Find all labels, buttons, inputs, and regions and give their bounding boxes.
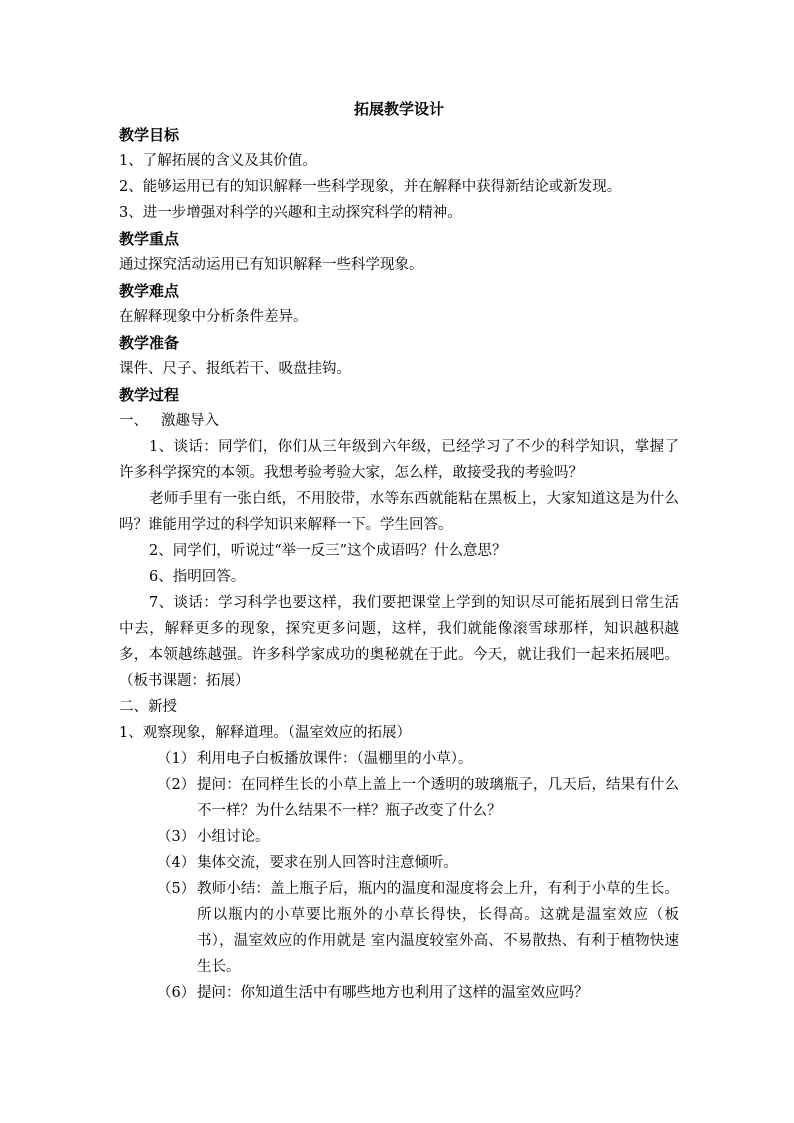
- list-item-text: 小组讨论。: [197, 829, 270, 845]
- list-item-text: 提问：你知道生活中有哪些地方也利用了这样的温室效应吗？: [197, 985, 589, 1001]
- goal-item-1: 1、了解拓展的含义及其价值。: [119, 153, 317, 169]
- difficulties-heading: 教学难点: [119, 282, 180, 300]
- section-2-heading: 二、新授: [119, 699, 177, 715]
- list-item: [119, 876, 679, 980]
- section-1-paragraph-3: 2、同学们，听说过“举一反三”这个成语吗？什么意思？: [149, 543, 507, 559]
- list-item-text: 教师小结：盖上瓶子后，瓶内的温度和湿度将会上升，有利于小草的生长。所以瓶内的小草要比瓶外的小草长得快，长得高。这就是温室效应（板书），温室效应的作用就是 室内温度较室外高、不易散热、有利于植物快速生长。: [197, 881, 679, 975]
- goal-item-3: 3、进一步增强对科学的兴趣和主动探究科学的精神。: [119, 205, 462, 221]
- section-1-number: 一、: [119, 413, 148, 429]
- list-item: [119, 980, 679, 1006]
- list-item-number: （2）: [157, 777, 196, 793]
- document-page: [119, 96, 679, 1006]
- list-item: [119, 772, 679, 824]
- section-1-paragraph-5: 7、谈话：学习科学也要这样，我们要把课堂上学到的知识尽可能拓展到日常生活中去，解释更多的现象，探究更多问题，这样，我们就能像滚雪球那样，知识越积越多，本领越练越强。许多科学家成功的奥秘就在于此。今天，就让我们一起来拓展吧。（板书课题：拓展）: [119, 595, 679, 689]
- list-item-number: （6）: [157, 985, 196, 1001]
- document-title: 拓展教学设计: [353, 100, 444, 118]
- list-item-number: （5）: [157, 881, 196, 897]
- key-points-text: 通过探究活动运用已有知识解释一些科学现象。: [119, 257, 424, 273]
- preparation-text: 课件、尺子、报纸若干、吸盘挂钩。: [119, 361, 351, 377]
- key-points-heading: 教学重点: [119, 230, 180, 248]
- section-1-label: 激趣导入: [161, 413, 219, 429]
- goal-item-2: 2、能够运用已有的知识解释一些科学现象，并在解释中获得新结论或新发现。: [119, 179, 622, 195]
- list-item-number: （3）: [157, 829, 196, 845]
- difficulties-text: 在解释现象中分析条件差异。: [119, 309, 308, 325]
- section-2-item-1: 1、观察现象，解释道理。（温室效应的拓展）: [119, 725, 411, 741]
- goals-heading: 教学目标: [119, 126, 180, 144]
- preparation-heading: 教学准备: [119, 334, 180, 352]
- list-item-text: 利用电子白板播放课件：（温棚里的小草）。: [197, 751, 473, 767]
- list-item-text: 提问：在同样生长的小草上盖上一个透明的玻璃瓶子，几天后，结果有什么不一样？为什么结果不一样？瓶子改变了什么？: [197, 777, 679, 819]
- list-item-number: （1）: [157, 751, 196, 767]
- list-item: [119, 850, 679, 876]
- list-item-number: （4）: [157, 855, 196, 871]
- section-1-paragraph-1: 1、谈话：同学们，你们从三年级到六年级，已经学习了不少的科学知识，掌握了许多科学探究的本领。我想考验考验大家，怎么样，敢接受我的考验吗？: [119, 439, 679, 481]
- list-item-text: 集体交流，要求在别人回答时注意倾听。: [197, 855, 458, 871]
- list-item: [119, 746, 679, 772]
- section-1-paragraph-4: 6、指明回答。: [149, 569, 246, 585]
- list-item: [119, 824, 679, 850]
- section-1-heading: [119, 408, 679, 434]
- process-heading: 教学过程: [119, 386, 180, 404]
- section-1-paragraph-2: 老师手里有一张白纸，不用胶带，水等东西就能粘在黑板上，大家知道这是为什么吗？谁能用学过的科学知识来解释一下。学生回答。: [119, 491, 679, 533]
